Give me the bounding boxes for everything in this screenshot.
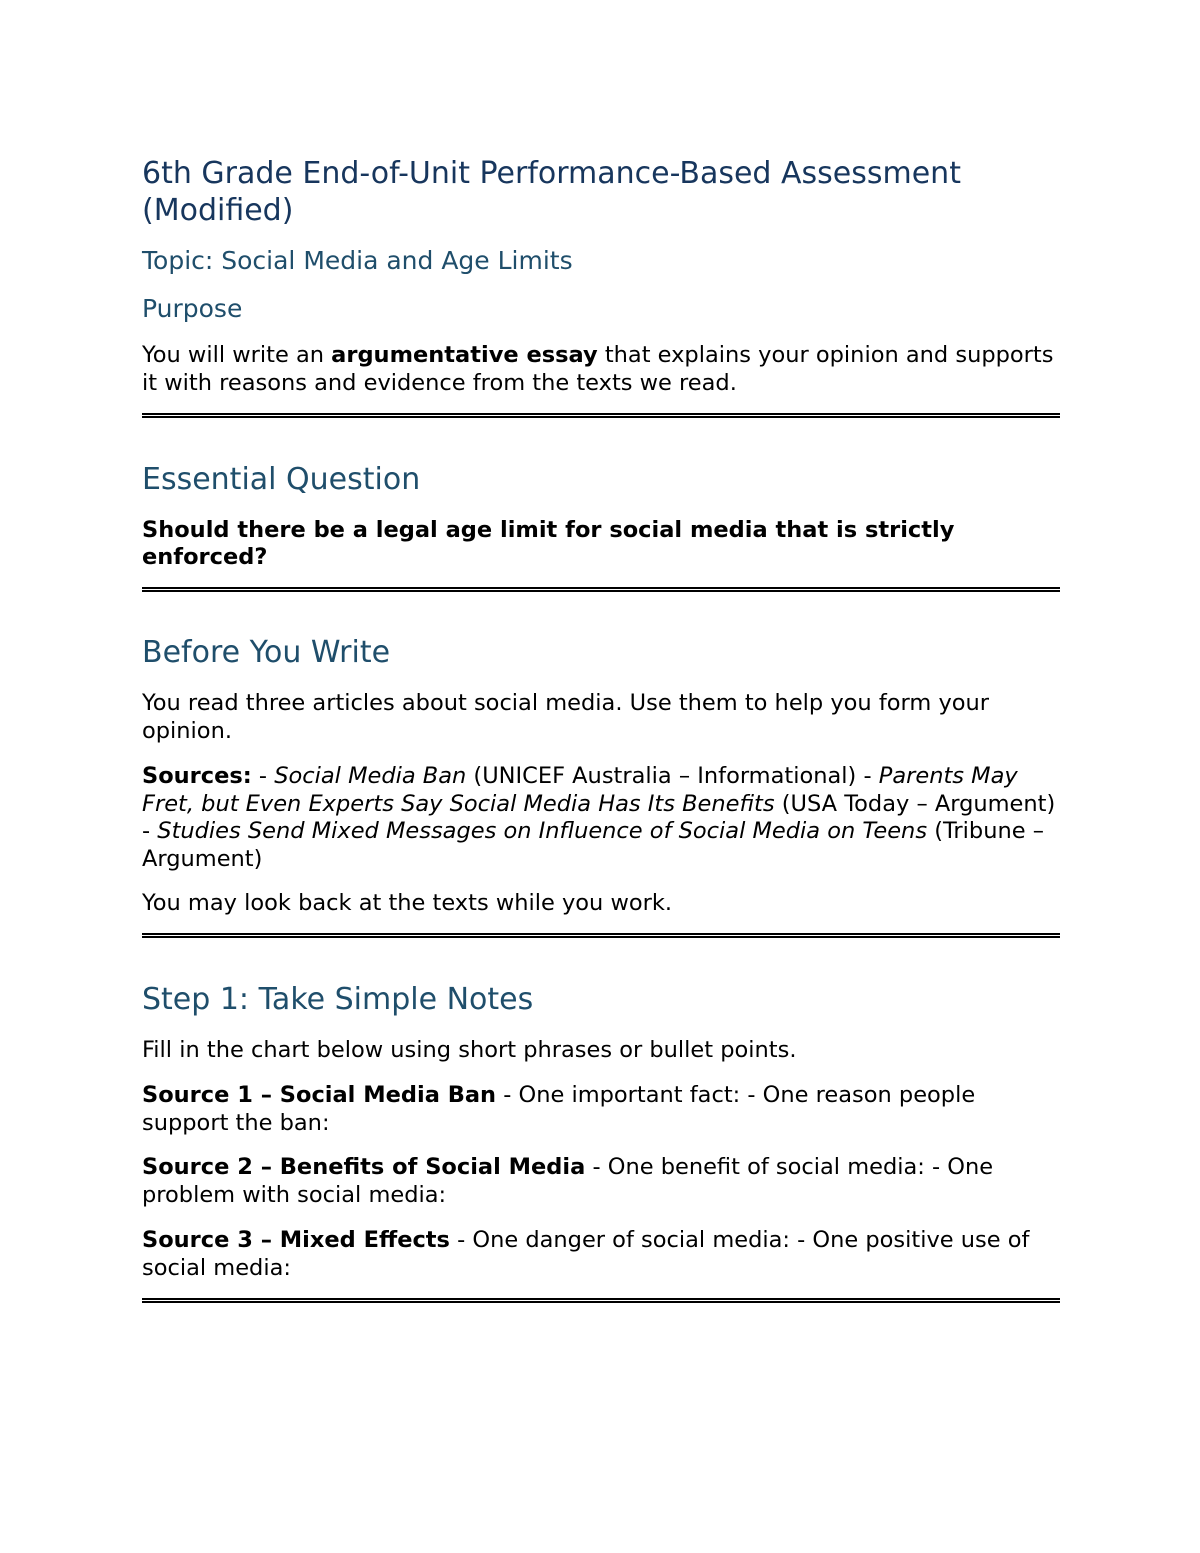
purpose-text: You will write an argumentative essay that explains your opinion and supports it with reasons and evidence from the texts we read.: [142, 342, 1054, 396]
step1-source-label: Source 2 – Benefits of Social Media: [142, 1154, 586, 1180]
essential-question-heading: Essential Question: [142, 462, 421, 497]
step1-heading: Step 1: Take Simple Notes: [142, 982, 534, 1017]
document-title: 6th Grade End-of-Unit Performance-Based Assessment (Modified): [142, 156, 961, 228]
sources-label: Sources:: [142, 763, 252, 789]
section-divider: [142, 933, 1060, 938]
topic-heading: Topic: Social Media and Age Limits: [142, 246, 573, 275]
before-you-write-heading: Before You Write: [142, 635, 391, 670]
step1-source-label: Source 3 – Mixed Effects: [142, 1227, 450, 1253]
step1-source-item: Source 3 – Mixed Effects - One danger of social media: - One positive use of social media:: [142, 1227, 1030, 1281]
purpose-heading: Purpose: [142, 294, 243, 323]
section-divider: [142, 1298, 1060, 1303]
before-you-write-intro: You read three articles about social media. Use them to help you form your opinion.: [142, 690, 990, 744]
step1-source-item: Source 2 – Benefits of Social Media - One benefit of social media: - One problem with social media:: [142, 1154, 994, 1208]
step1-source-item: Source 1 – Social Media Ban - One important fact: - One reason people support the ban:: [142, 1082, 976, 1136]
step1-intro: Fill in the chart below using short phrases or bullet points.: [142, 1037, 797, 1063]
before-you-write-closing: You may look back at the texts while you work.: [142, 890, 673, 916]
section-divider: [142, 587, 1060, 592]
source-title-3: Studies Send Mixed Messages on Influence of Social Media on Teens: [157, 818, 928, 844]
source-title-2: Parents May Fret, but Even Experts Say Social Media Has Its Benefits: [142, 763, 1018, 817]
source-title-1: Social Media Ban: [274, 763, 467, 789]
section-divider: [142, 413, 1060, 418]
sources-list: Sources: - Social Media Ban (UNICEF Australia – Informational) - Parents May Fret, but Even Experts Say Social Media Has Its Benefits (USA Today – Argument) - Studies Send Mixed Messages on Influence of Social Media on Teens (Tribune – Argument): [142, 763, 1056, 872]
step1-source-label: Source 1 – Social Media Ban: [142, 1082, 497, 1108]
purpose-emphasis: argumentative essay: [331, 342, 598, 368]
essential-question-text: Should there be a legal age limit for social media that is strictly enforced?: [142, 517, 955, 570]
